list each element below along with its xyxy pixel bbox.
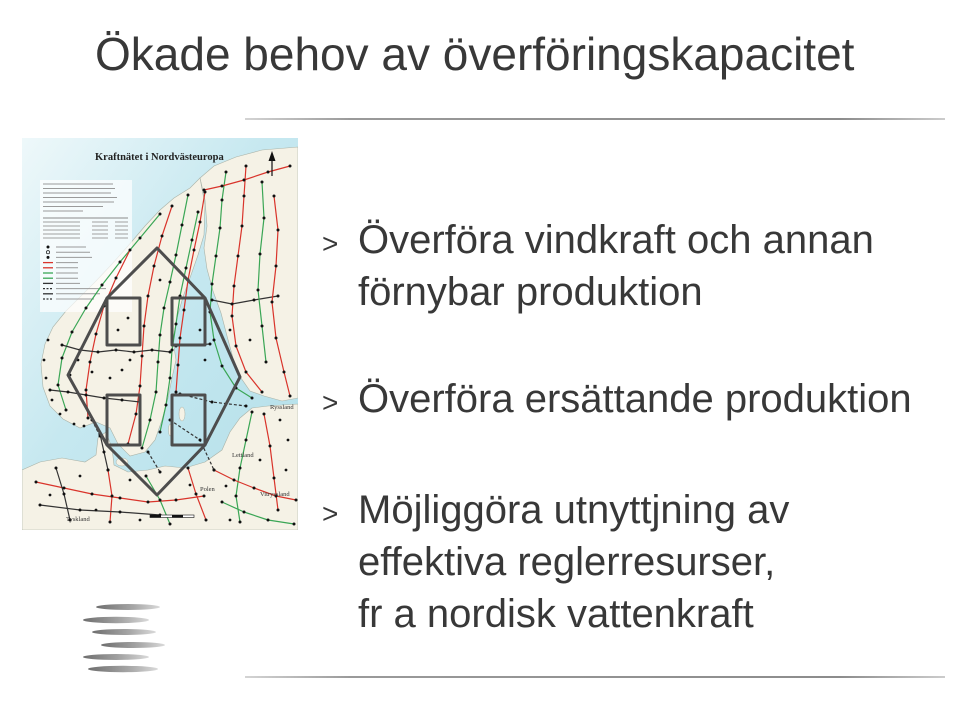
substation-dot — [261, 325, 264, 328]
substation-dot — [169, 351, 172, 354]
substation-dot — [197, 211, 200, 214]
substation-dot — [275, 265, 278, 268]
substation-dot — [251, 411, 254, 414]
substation-dot — [45, 377, 48, 380]
substation-dot — [245, 439, 248, 442]
substation-dot — [153, 265, 156, 268]
logo-stripe — [96, 604, 160, 610]
bullet-2 — [322, 373, 922, 421]
substation-dot — [221, 185, 224, 188]
substation-dot — [243, 511, 246, 514]
bullet-marker: > — [322, 387, 339, 418]
legend-symbol — [47, 246, 50, 249]
place-label-ryssland: Ryssland — [270, 404, 294, 411]
substation-dot — [35, 481, 38, 484]
substation-dot — [151, 349, 154, 352]
substation-dot — [277, 295, 280, 298]
substation-dot — [103, 397, 106, 400]
substation-dot — [85, 389, 88, 392]
substation-dot — [175, 254, 178, 257]
substation-dot — [159, 279, 162, 282]
substation-dot — [73, 423, 76, 426]
substation-dot — [95, 333, 98, 336]
substation-dot — [157, 361, 160, 364]
substation-dot — [139, 519, 142, 522]
bullet-marker: > — [322, 498, 339, 529]
substation-dot — [119, 497, 122, 500]
substation-dot — [97, 351, 100, 354]
substation-dot — [115, 277, 118, 280]
legend-symbol — [47, 256, 50, 259]
substation-dot — [95, 509, 98, 512]
substation-dot — [103, 451, 106, 454]
substation-dot — [49, 494, 52, 497]
place-label-vitryssland: Vitryssland — [260, 491, 290, 498]
substation-dot — [221, 199, 224, 202]
substation-dot — [263, 217, 266, 220]
substation-dot — [257, 289, 260, 292]
substation-dot — [213, 339, 216, 342]
substation-dot — [211, 401, 214, 404]
logo-stripe — [101, 642, 165, 648]
substation-dot — [253, 487, 256, 490]
substation-dot — [57, 384, 60, 387]
substation-dot — [269, 445, 272, 448]
substation-dot — [277, 229, 280, 232]
substation-dot — [119, 511, 122, 514]
substation-dot — [109, 377, 112, 380]
substation-dot — [139, 385, 142, 388]
substation-dot — [175, 499, 178, 502]
substation-dot — [147, 451, 150, 454]
substation-dot — [211, 299, 214, 302]
bullet-line: Överföra vindkraft och annan — [358, 218, 874, 262]
substation-dot — [141, 447, 144, 450]
substation-dot — [235, 495, 238, 498]
substation-dot — [159, 431, 162, 434]
substation-dot — [215, 255, 218, 258]
substation-dot — [195, 493, 198, 496]
substation-dot — [187, 467, 190, 470]
substation-dot — [109, 521, 112, 524]
substation-dot — [243, 195, 246, 198]
logo-stripe — [83, 617, 149, 623]
power-grid-map — [22, 138, 298, 530]
substation-dot — [177, 364, 180, 367]
substation-dot — [259, 459, 262, 462]
substation-dot — [147, 501, 150, 504]
substation-dot — [185, 267, 188, 270]
substation-dot — [187, 194, 190, 197]
scale-bar — [150, 515, 194, 518]
substation-dot — [127, 317, 130, 320]
substation-dot — [205, 519, 208, 522]
substation-dot — [225, 171, 228, 174]
bullet-text — [358, 373, 912, 425]
slide-title: Ökade behov av överföringskapacitet — [95, 28, 855, 80]
substation-dot — [293, 523, 296, 526]
substation-dot — [89, 361, 92, 364]
substation-dot — [267, 519, 270, 522]
place-label-tyskland: Tyskland — [66, 516, 90, 523]
substation-dot — [285, 469, 288, 472]
substation-dot — [117, 329, 120, 332]
striped-logo-icon — [78, 598, 173, 683]
substation-dot — [133, 351, 136, 354]
substation-dot — [79, 509, 82, 512]
substation-dot — [241, 225, 244, 228]
substation-dot — [231, 315, 234, 318]
substation-dot — [71, 331, 74, 334]
substation-dot — [159, 471, 162, 474]
place-label-lettland: Lettland — [232, 452, 254, 459]
substation-dot — [121, 399, 124, 402]
bullet-line: förnybar produktion — [358, 270, 703, 314]
substation-dot — [83, 425, 86, 428]
substation-dot — [251, 397, 254, 400]
substation-dot — [85, 394, 88, 397]
substation-dot — [204, 359, 207, 362]
map-island-gotland — [179, 407, 185, 421]
bullet-line: fr a nordisk vattenkraft — [358, 592, 754, 636]
substation-dot — [149, 419, 152, 422]
bullet-text — [358, 214, 874, 318]
substation-dot — [175, 391, 178, 394]
substation-dot — [47, 339, 50, 342]
substation-dot — [55, 467, 58, 470]
substation-dot — [277, 509, 280, 512]
map-title: Kraftnätet i Nordvästeuropa — [95, 152, 224, 163]
logo-stripe — [92, 629, 156, 635]
bullet-line: effektiva reglerresurser, — [358, 540, 776, 584]
substation-dot — [193, 249, 196, 252]
substation-dot — [199, 221, 202, 224]
substation-dot — [67, 391, 70, 394]
substation-dot — [169, 281, 172, 284]
substation-dot — [43, 359, 46, 362]
substation-dot — [91, 493, 94, 496]
substation-dot — [155, 391, 158, 394]
substation-dot — [235, 345, 238, 348]
bullet-line: Överföra ersättande produktion — [358, 377, 912, 421]
substation-dot — [283, 371, 286, 374]
substation-dot — [159, 334, 162, 337]
substation-dot — [221, 501, 224, 504]
substation-dot — [135, 413, 138, 416]
substation-dot — [183, 309, 186, 312]
substation-dot — [179, 337, 182, 340]
substation-dot — [253, 299, 256, 302]
substation-dot — [245, 371, 248, 374]
substation-dot — [181, 224, 184, 227]
bullet-3 — [322, 484, 922, 636]
substation-dot — [245, 405, 248, 408]
substation-dot — [51, 399, 54, 402]
substation-dot — [111, 495, 114, 498]
substation-dot — [259, 253, 262, 256]
substation-dot — [203, 189, 206, 192]
substation-dot — [239, 521, 242, 524]
substation-dot — [231, 303, 234, 306]
substation-dot — [279, 419, 282, 422]
substation-dot — [245, 165, 248, 168]
bullet-line: Möjliggöra utnyttjning av — [358, 488, 790, 532]
substation-dot — [219, 227, 222, 230]
substation-dot — [211, 283, 214, 286]
substation-dot — [229, 329, 232, 332]
substation-dot — [243, 179, 246, 182]
substation-dot — [261, 181, 264, 184]
substation-dot — [287, 439, 290, 442]
substation-dot — [189, 484, 192, 487]
substation-dot — [107, 469, 110, 472]
substation-dot — [229, 519, 232, 522]
substation-dot — [91, 371, 94, 374]
substation-dot — [61, 344, 64, 347]
substation-dot — [85, 307, 88, 310]
substation-dot — [233, 479, 236, 482]
substation-dot — [273, 477, 276, 480]
substation-dot — [249, 339, 252, 342]
substation-dot — [61, 357, 64, 360]
substation-dot — [141, 355, 144, 358]
substation-dot — [161, 235, 164, 238]
substation-dot — [225, 485, 228, 488]
substation-dot — [159, 499, 162, 502]
substation-dot — [63, 487, 66, 490]
substation-dot — [63, 493, 66, 496]
bullet-marker: > — [322, 228, 339, 259]
map-legend — [40, 180, 132, 312]
substation-dot — [169, 377, 172, 380]
substation-dot — [175, 323, 178, 326]
substation-dot — [121, 369, 124, 372]
substation-dot — [49, 389, 52, 392]
substation-dot — [65, 409, 68, 412]
substation-dot — [163, 307, 166, 310]
substation-dot — [263, 413, 266, 416]
substation-dot — [239, 467, 242, 470]
substation-dot — [139, 237, 142, 240]
logo-stripe — [88, 666, 158, 672]
substation-dot — [275, 337, 278, 340]
substation-dot — [159, 213, 162, 216]
substation-dot — [273, 195, 276, 198]
footer-separator — [245, 676, 945, 678]
legend-background — [40, 180, 132, 312]
substation-dot — [171, 205, 174, 208]
substation-dot — [165, 404, 168, 407]
substation-dot — [101, 284, 104, 287]
place-label-polen: Polen — [200, 486, 215, 493]
substation-dot — [115, 349, 118, 352]
substation-dot — [289, 165, 292, 168]
title-separator — [245, 118, 945, 120]
substation-dot — [265, 361, 268, 364]
substation-dot — [39, 504, 42, 507]
substation-dot — [221, 365, 224, 368]
bullet-text — [358, 484, 789, 640]
substation-dot — [209, 343, 212, 346]
substation-dot — [79, 475, 82, 478]
substation-dot — [213, 469, 216, 472]
substation-dot — [145, 475, 148, 478]
substation-dot — [261, 391, 264, 394]
substation-dot — [233, 285, 236, 288]
substation-dot — [169, 523, 172, 526]
substation-dot — [129, 249, 132, 252]
substation-dot — [271, 301, 274, 304]
substation-dot — [129, 359, 132, 362]
substation-dot — [143, 325, 146, 328]
substation-dot — [295, 499, 298, 502]
substation-dot — [129, 479, 132, 482]
substation-dot — [59, 413, 62, 416]
substation-dot — [147, 295, 150, 298]
substation-dot — [199, 329, 202, 332]
bullet-1 — [322, 214, 922, 314]
substation-dot — [267, 171, 270, 174]
substation-dot — [191, 239, 194, 242]
substation-dot — [203, 495, 206, 498]
substation-dot — [119, 261, 122, 264]
substation-dot — [199, 439, 202, 442]
substation-dot — [289, 395, 292, 398]
logo-stripe — [83, 654, 149, 660]
substation-dot — [237, 255, 240, 258]
substation-dot — [87, 417, 90, 420]
